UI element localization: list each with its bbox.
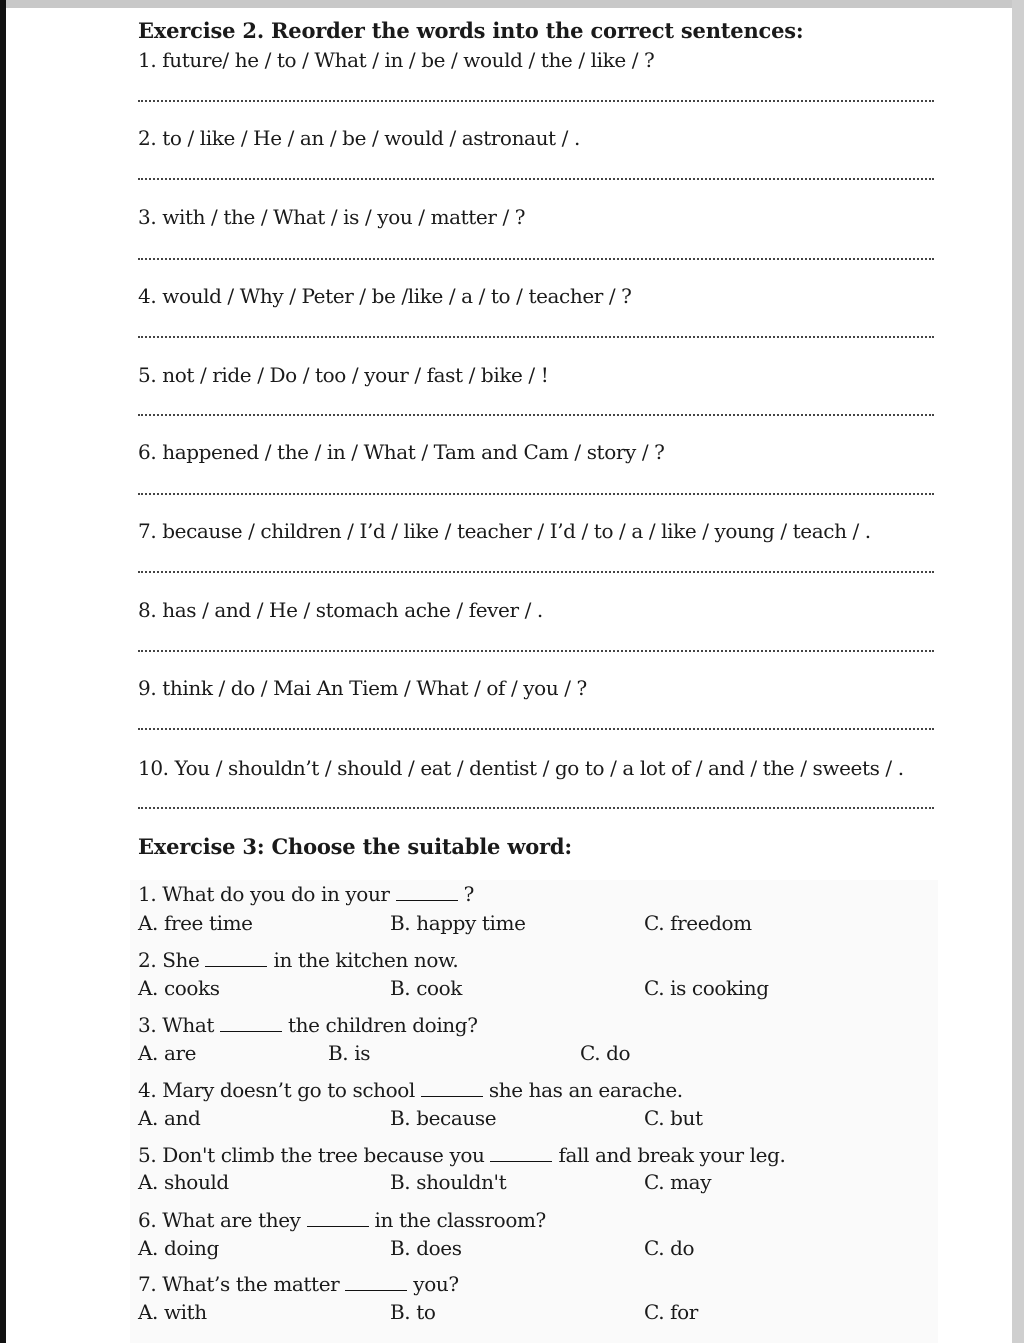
option-a: A. doing (138, 1236, 219, 1260)
exercise-2-item-8: 8. has / and / He / stomach ache / fever / . (138, 598, 543, 622)
option-b: B. shouldn't (390, 1170, 507, 1194)
answer-line-7 (138, 571, 934, 573)
question-text-end: she has an earache. (488, 1078, 683, 1102)
exercise-3-title: Exercise 3: Choose the suitable word: (138, 834, 572, 859)
question-text-start: 6. What are they (138, 1208, 301, 1232)
option-a: A. should (138, 1170, 229, 1194)
option-b: B. to (390, 1300, 436, 1324)
option-b: B. is (328, 1041, 371, 1065)
exercise-2-item-4: 4. would / Why / Peter / be /like / a / to / teacher / ? (138, 284, 632, 308)
exercise-2-item-2: 2. to / like / He / an / be / would / astronaut / . (138, 126, 580, 150)
answer-blank (490, 1145, 552, 1162)
answer-blank (220, 1015, 282, 1032)
option-a: A. cooks (138, 976, 220, 1000)
answer-blank (396, 884, 458, 901)
question-text-start: 3. What (138, 1013, 215, 1037)
worksheet-page (6, 8, 1012, 1343)
exercise-2-item-7: 7. because / children / I’d / like / teacher / I’d / to / a / like / young / teach / . (138, 519, 871, 543)
exercise-3-question-6 (138, 1208, 546, 1232)
answer-line-1 (138, 100, 934, 102)
exercise-2-item-5: 5. not / ride / Do / too / your / fast / bike / ! (138, 363, 549, 387)
question-text-start: 7. What’s the matter (138, 1272, 340, 1296)
option-c: C. but (644, 1106, 703, 1130)
answer-line-2 (138, 178, 934, 180)
question-text-start: 4. Mary doesn’t go to school (138, 1078, 415, 1102)
exercise-3-question-3 (138, 1013, 478, 1037)
option-c: C. may (644, 1170, 712, 1194)
answer-blank (345, 1274, 407, 1291)
exercise-2-item-6: 6. happened / the / in / What / Tam and Cam / story / ? (138, 440, 665, 464)
question-text-end: the children doing? (288, 1013, 478, 1037)
option-b: B. does (390, 1236, 462, 1260)
exercise-3-question-4 (138, 1078, 683, 1102)
exercise-3-question-1 (138, 882, 474, 906)
answer-blank (421, 1080, 483, 1097)
option-b: B. happy time (390, 911, 526, 935)
answer-line-8 (138, 650, 934, 652)
answer-line-6 (138, 493, 934, 495)
exercise-2-item-1: 1. future/ he / to / What / in / be / would / the / like / ? (138, 48, 655, 72)
option-c: C. do (644, 1236, 695, 1260)
option-c: C. do (580, 1041, 631, 1065)
option-b: B. cook (390, 976, 463, 1000)
answer-line-4 (138, 336, 934, 338)
answer-line-10 (138, 807, 934, 809)
exercise-3-question-5 (138, 1143, 785, 1167)
option-b: B. because (390, 1106, 497, 1130)
exercise-2-item-3: 3. with / the / What / is / you / matter / ? (138, 205, 526, 229)
question-text-end: you? (413, 1272, 459, 1296)
answer-line-3 (138, 258, 934, 260)
exercise-2-title: Exercise 2. Reorder the words into the correct sentences: (138, 18, 804, 43)
exercise-3-question-7 (138, 1272, 459, 1296)
option-a: A. are (138, 1041, 197, 1065)
option-c: C. for (644, 1300, 698, 1324)
answer-line-9 (138, 728, 934, 730)
answer-blank (307, 1210, 369, 1227)
question-text-end: fall and break your leg. (558, 1143, 786, 1167)
answer-line-5 (138, 414, 934, 416)
option-c: C. is cooking (644, 976, 769, 1000)
option-a: A. free time (138, 911, 253, 935)
answer-blank (205, 950, 267, 967)
question-text-start: 5. Don't climb the tree because you (138, 1143, 485, 1167)
exercise-2-item-9: 9. think / do / Mai An Tiem / What / of / you / ? (138, 676, 587, 700)
question-text-end: in the kitchen now. (273, 948, 459, 972)
question-text-end: in the classroom? (374, 1208, 546, 1232)
exercise-2-item-10: 10. You / shouldn’t / should / eat / dentist / go to / a lot of / and / the / sweets / . (138, 756, 904, 780)
option-c: C. freedom (644, 911, 752, 935)
scrollbar-track[interactable] (1012, 0, 1024, 1343)
option-a: A. and (138, 1106, 201, 1130)
option-a: A. with (138, 1300, 207, 1324)
question-text-start: 1. What do you do in your (138, 882, 390, 906)
question-text-start: 2. She (138, 948, 200, 972)
exercise-3-question-2 (138, 948, 458, 972)
question-text-end: ? (463, 882, 474, 906)
